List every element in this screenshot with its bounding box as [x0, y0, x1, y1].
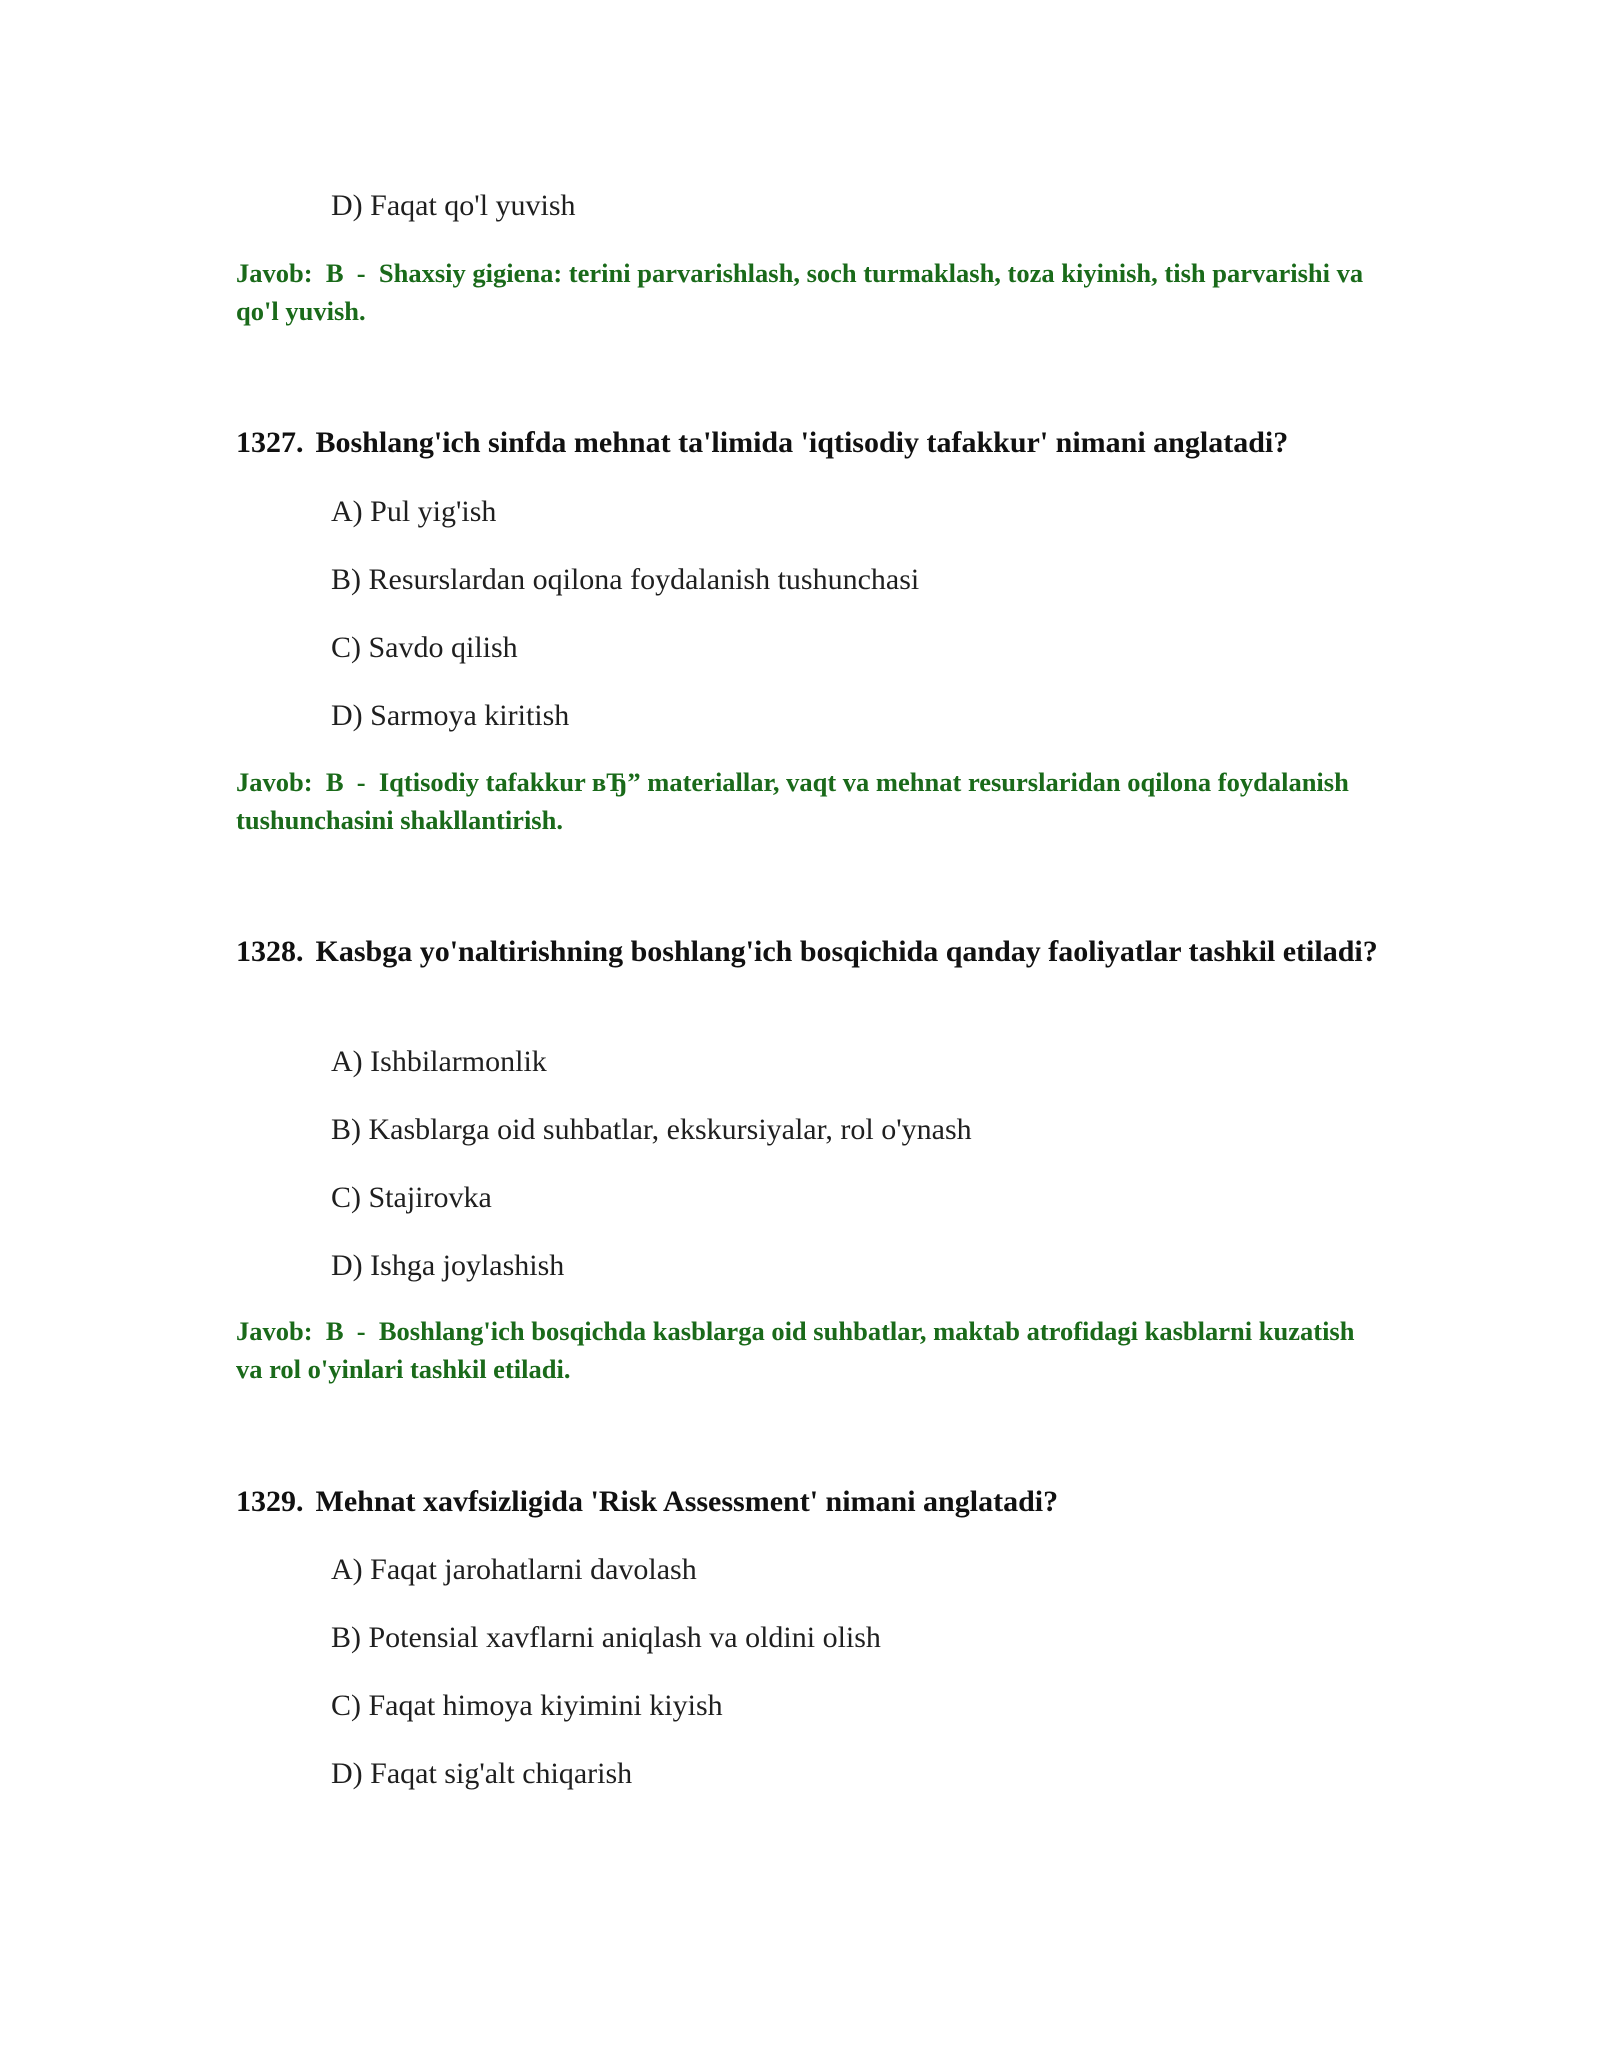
question-heading: [236, 1482, 1386, 1522]
question-heading: [236, 423, 1386, 463]
answer-explanation: Javob: B - Iqtisodiy tafakkur вЂ” materiallar, vaqt va mehnat resurslaridan oqilona foydalanish tushunchasini shakllantirish.: [236, 767, 1349, 835]
option-b: B) Kasblarga oid suhbatlar, ekskursiyalar, rol o'ynash: [331, 1113, 972, 1146]
answer-label: Javob:: [236, 1316, 313, 1346]
answer-text: Shaxsiy gigiena: terini parvarishlash, soch turmaklash, toza kiyinish, tish parvarishi va qo'l yuvish.: [236, 258, 1364, 326]
option-d: D) Sarmoya kiritish: [331, 699, 570, 732]
option-d: D) Faqat qo'l yuvish: [331, 189, 576, 222]
option-c: C) Stajirovka: [331, 1181, 492, 1214]
answer-text: Boshlang'ich bosqichda kasblarga oid suhbatlar, maktab atrofidagi kasblarni kuzatish va rol o'yinlari tashkil etiladi.: [236, 1316, 1355, 1384]
option-d: D) Ishga joylashish: [331, 1249, 565, 1282]
question-number: 1328.: [236, 935, 304, 968]
question-text: Kasbga yo'naltirishning boshlang'ich bosqichida qanday faoliyatlar tashkil etiladi?: [315, 935, 1378, 968]
answer-text: Iqtisodiy tafakkur вЂ” materiallar, vaqt va mehnat resurslaridan oqilona foydalanish tushunchasini shakllantirish.: [236, 767, 1349, 835]
question-text: Boshlang'ich sinfda mehnat ta'limida 'iqtisodiy tafakkur' nimani anglatadi?: [315, 426, 1289, 459]
answer-letter: B: [325, 1316, 344, 1346]
option-c: C) Savdo qilish: [331, 631, 518, 664]
question-number: 1327.: [236, 426, 304, 459]
answer-label: Javob:: [236, 258, 313, 288]
answer-letter: B: [325, 767, 344, 797]
answer-explanation: Javob: B - Shaxsiy gigiena: terini parvarishlash, soch turmaklash, toza kiyinish, tish parvarishi va qo'l yuvish.: [236, 258, 1364, 326]
question-text: Mehnat xavfsizligida 'Risk Assessment' nimani anglatadi?: [315, 1485, 1059, 1518]
option-c: C) Faqat himoya kiyimini kiyish: [331, 1689, 723, 1722]
question-number: 1329.: [236, 1485, 304, 1518]
option-a: A) Pul yig'ish: [331, 495, 497, 528]
answer-letter: B: [325, 258, 344, 288]
answer-explanation: Javob: B - Boshlang'ich bosqichda kasblarga oid suhbatlar, maktab atrofidagi kasblarni kuzatish va rol o'yinlari tashkil etiladi.: [236, 1316, 1355, 1384]
question-heading: [236, 932, 1386, 972]
option-a: A) Ishbilarmonlik: [331, 1045, 547, 1078]
option-d: D) Faqat sig'alt chiqarish: [331, 1757, 633, 1790]
option-b: B) Resurslardan oqilona foydalanish tushunchasi: [331, 563, 920, 596]
option-a: A) Faqat jarohatlarni davolash: [331, 1553, 697, 1586]
answer-label: Javob:: [236, 767, 313, 797]
option-b: B) Potensial xavflarni aniqlash va oldini olish: [331, 1621, 881, 1654]
